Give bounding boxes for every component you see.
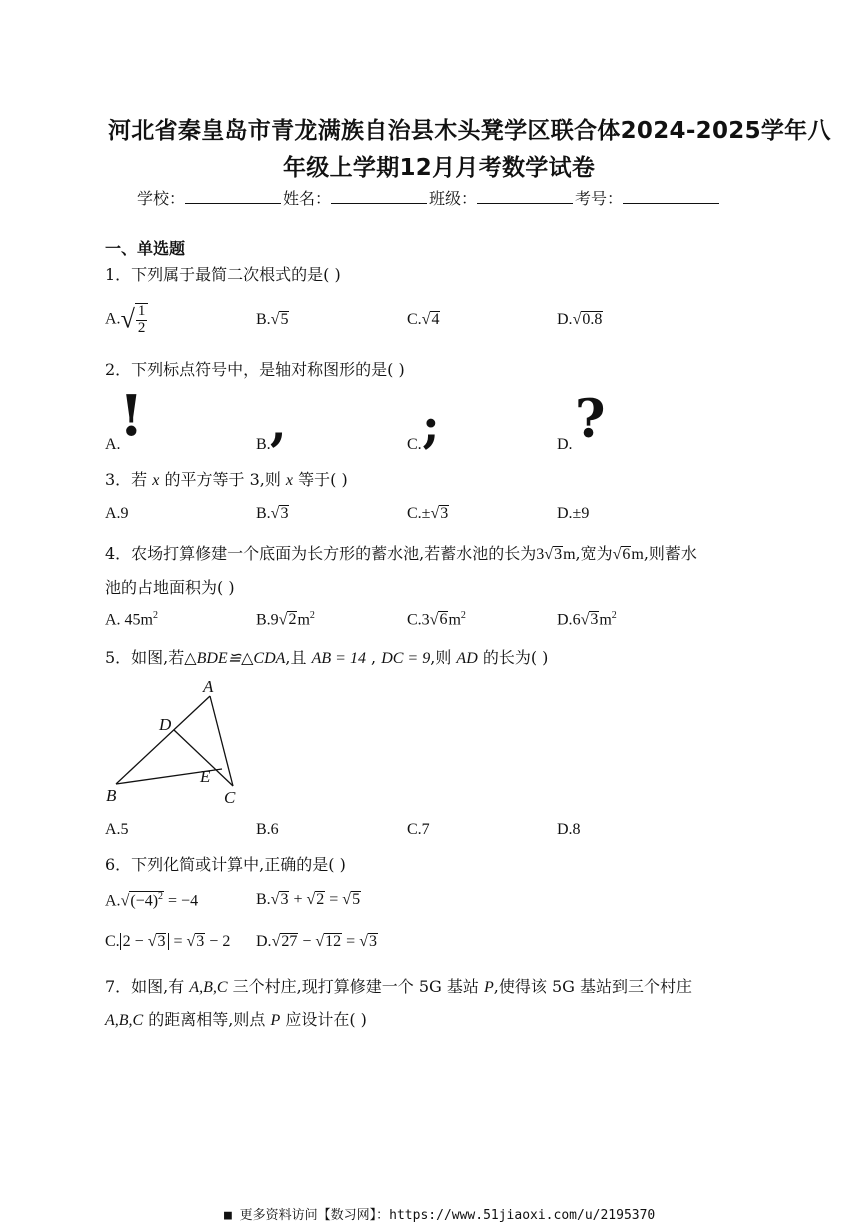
segment-ac [210, 696, 233, 786]
exclamation-mark-symbol: ! [119, 383, 144, 449]
q3-var-x2: x [285, 472, 294, 489]
q4-b-coef: 9 [270, 611, 279, 629]
q4-c-label: C. [407, 611, 422, 629]
page-title-line2: 年级上学期12月月考数学试卷 [283, 155, 596, 181]
q3-b-radicand: 3 [280, 505, 289, 522]
q2-option-d-label: D. [557, 436, 573, 453]
comma-symbol: , [270, 396, 287, 452]
q1-b-radicand: 5 [280, 311, 289, 328]
q3-option-b: B.√3 [256, 505, 289, 522]
q5-stem-post: 的长为( ) [477, 648, 549, 667]
vertex-label-a: A [203, 677, 214, 696]
q6-d-radicand3: 3 [368, 933, 377, 950]
q5-option-b: B.6 [256, 821, 279, 838]
q4-c-unit: m [448, 611, 461, 629]
vertex-label-b: B [106, 786, 117, 805]
question-1-stem: 1．下列属于最简二次根式的是( ) [105, 265, 341, 284]
q6-b-radicand2: 2 [316, 891, 325, 908]
q6-c-abs-radicand: 3 [157, 933, 166, 950]
question-6-stem: 6．下列化简或计算中,正确的是( ) [105, 855, 346, 874]
q4-c-coef: 3 [421, 611, 430, 629]
q4-d-label: D. [557, 611, 573, 629]
q3-var-x1: x [152, 472, 160, 489]
q6-b-label: B. [256, 891, 271, 908]
q1-option-a [105, 303, 148, 337]
q6-option-b: B.√3 + √2 = √5 [256, 891, 361, 908]
q6-c-label: C. [105, 933, 120, 950]
q2-option-c-label: C. [407, 436, 422, 453]
q6-option-a: $A.√(-4)^2 = -4$ [105, 891, 199, 910]
q1-a-numerator: 1 [137, 303, 146, 319]
q1-a-denominator: 2 [137, 319, 146, 336]
q7-line2-post: 应设计在( ) [280, 1010, 367, 1029]
question-4-stem-line1 [105, 541, 697, 564]
q3-option-c: C.±√3 [407, 505, 449, 522]
q3-stem-mid: 的平方等于 3,则 [159, 470, 286, 489]
q1-option-b: B.√5 [256, 311, 289, 328]
q5-stem-pre: 5．如图,若 [105, 648, 185, 667]
q4-d-coef: 6 [572, 611, 581, 629]
q4-b-label: B. [256, 611, 271, 629]
q7-villages-abc2: A,B,C [105, 1012, 144, 1029]
q1-a-sqrt: √ $\frac{1}{2}$ [121, 303, 149, 337]
q4-width: √6m [612, 546, 644, 563]
q5-option-d: D.8 [557, 821, 581, 838]
question-2-stem: 2．下列标点符号中，是轴对称图形的是( ) [105, 360, 405, 379]
q4-option-a [105, 610, 158, 629]
q4-a-exp: 2 [153, 610, 158, 621]
q5-condition-dc: DC = 9 [381, 650, 431, 667]
q6-a-exponent: 2 [158, 891, 164, 902]
vertex-label-e: E [200, 767, 211, 786]
q1-a-label: A. [105, 310, 121, 328]
q4-option-c: $C.3√6m^2$ [407, 610, 466, 629]
class-label: 班级： [429, 189, 478, 208]
q7-villages-abc1: A,B,C [189, 979, 228, 996]
q6-d-minus: − [298, 933, 316, 950]
q7-point-p1: P [483, 979, 494, 996]
q3-c-label: C.± [407, 505, 431, 522]
id-label: 考号： [575, 189, 624, 208]
q1-option-c: C.√4 [407, 311, 440, 328]
semicolon-symbol: ; [422, 398, 440, 454]
q4-c-exp: 2 [460, 610, 466, 621]
q3-option-d: D.±9 [557, 505, 590, 522]
section-heading: 一、单选题 [105, 239, 186, 258]
q7-line1-mid: 三个村庄,现打算修建一个 5G 基站 [227, 977, 484, 996]
q7-point-p2: P [270, 1012, 281, 1029]
q6-a-rhs: = −4 [164, 892, 199, 910]
q1-b-label: B. [256, 311, 271, 328]
q4-width-radicand: 6 [622, 546, 631, 563]
name-blank [331, 189, 427, 204]
q6-b-radicand3: 5 [352, 891, 361, 908]
student-info-line [137, 186, 721, 209]
q4-d-exp: 2 [611, 610, 617, 621]
q5-option-c: C.7 [407, 821, 430, 838]
q7-line2-mid: 的距离相等,则点 [143, 1010, 271, 1029]
id-blank [623, 189, 719, 204]
q4-c-radicand: 6 [439, 611, 448, 629]
q5-option-a: A.5 [105, 821, 129, 838]
school-blank [185, 189, 281, 204]
q6-c-radicand: 3 [196, 933, 205, 950]
question-mark-symbol: ? [575, 389, 606, 450]
q1-option-d: D.√0.8 [557, 311, 603, 328]
q6-c-equals: = [169, 933, 187, 950]
q1-d-label: D. [557, 311, 573, 328]
q6-c-abs-pre: 2 − [122, 933, 148, 950]
school-label: 学校： [137, 189, 186, 208]
question-7-stem-line1 [105, 974, 692, 997]
question-5-stem [105, 645, 548, 668]
q6-b-equals: = [325, 891, 343, 908]
q4-option-d: $D.6√3m^2$ [557, 610, 617, 629]
q5-target-ad: AD [456, 650, 478, 667]
q5-congruence: △BDE≌△CDA [184, 650, 286, 667]
name-label: 姓名： [283, 189, 332, 208]
q6-a-label: A. [105, 892, 121, 910]
q4-b-radicand: 2 [288, 611, 297, 629]
q6-d-equals: = [342, 933, 360, 950]
q4-stem-pre: 4．农场打算修建一个底面为长方形的蓄水池,若蓄水池的长为 [105, 544, 537, 563]
q4-option-b: $B.9√2m^2$ [256, 610, 315, 629]
page-title-line1: 河北省秦皇岛市青龙满族自治县木头凳学区联合体2024-2025学年八 [108, 118, 831, 144]
q4-d-radicand: 3 [590, 611, 599, 629]
q3-option-a: A.9 [105, 505, 129, 522]
q6-c-absolute-value: 2 − √3 [120, 933, 170, 950]
q1-c-label: C. [407, 311, 422, 328]
q4-length-unit: m [563, 546, 576, 563]
vertex-label-c: C [224, 788, 236, 807]
q6-d-radicand1: 27 [281, 933, 298, 950]
q6-b-plus: + [289, 891, 307, 908]
q4-a-text: A. 45m [105, 611, 153, 629]
q2-option-a-label: A. [105, 436, 121, 453]
q3-stem-pre: 3．若 [105, 470, 153, 489]
q6-b-radicand1: 3 [280, 891, 289, 908]
q6-c-rhs: − 2 [205, 933, 231, 950]
vertex-label-d: D [159, 715, 172, 734]
q4-d-unit: m [599, 611, 612, 629]
question-7-stem-line2 [105, 1007, 367, 1030]
q3-c-radicand: 3 [440, 505, 449, 522]
q4-width-unit: m [631, 546, 644, 563]
q4-length: 3√3m [536, 546, 576, 563]
triangle-figure [100, 676, 250, 811]
question-3-stem [105, 467, 348, 490]
q6-a-radicand: (−4) [130, 892, 159, 910]
question-4-stem-line2: 池的占地面积为( ) [105, 578, 235, 597]
q5-stem-mid3: ,则 [430, 648, 457, 667]
q4-length-radicand: 3 [554, 546, 563, 563]
q4-length-coef: 3 [536, 546, 545, 563]
segment-ba [116, 696, 210, 784]
q4-stem-post: ,则蓄水 [643, 544, 697, 563]
q4-b-exp: 2 [309, 610, 315, 621]
q4-b-unit: m [297, 611, 310, 629]
q7-line1-post: ,使得该 5G 基站到三个村庄 [493, 977, 692, 996]
q6-option-c: C. 2 − √3 = √3 − 2 [105, 933, 231, 950]
q5-condition-ab: AB = 14 [311, 650, 366, 667]
q1-c-radicand: 4 [431, 311, 440, 328]
q4-stem-mid: ,宽为 [575, 544, 613, 563]
q2-option-b-label: B. [256, 436, 271, 453]
q6-d-radicand2: 12 [325, 933, 342, 950]
footer-resource-link[interactable]: ■ 更多资料访问【数习网】：https://www.51jiaoxi.com/u/2195370 [224, 1208, 656, 1223]
q3-b-label: B. [256, 505, 271, 522]
q7-line1-pre: 7．如图,有 [105, 977, 190, 996]
q5-stem-mid1: ,且 [285, 648, 312, 667]
class-blank [477, 189, 573, 204]
q6-option-d: D.√27 − √12 = √3 [256, 933, 377, 950]
q5-stem-mid2: , [365, 648, 382, 667]
q3-stem-post: 等于( ) [293, 470, 348, 489]
q1-d-radicand: 0.8 [582, 311, 603, 328]
q6-d-label: D. [256, 933, 272, 950]
